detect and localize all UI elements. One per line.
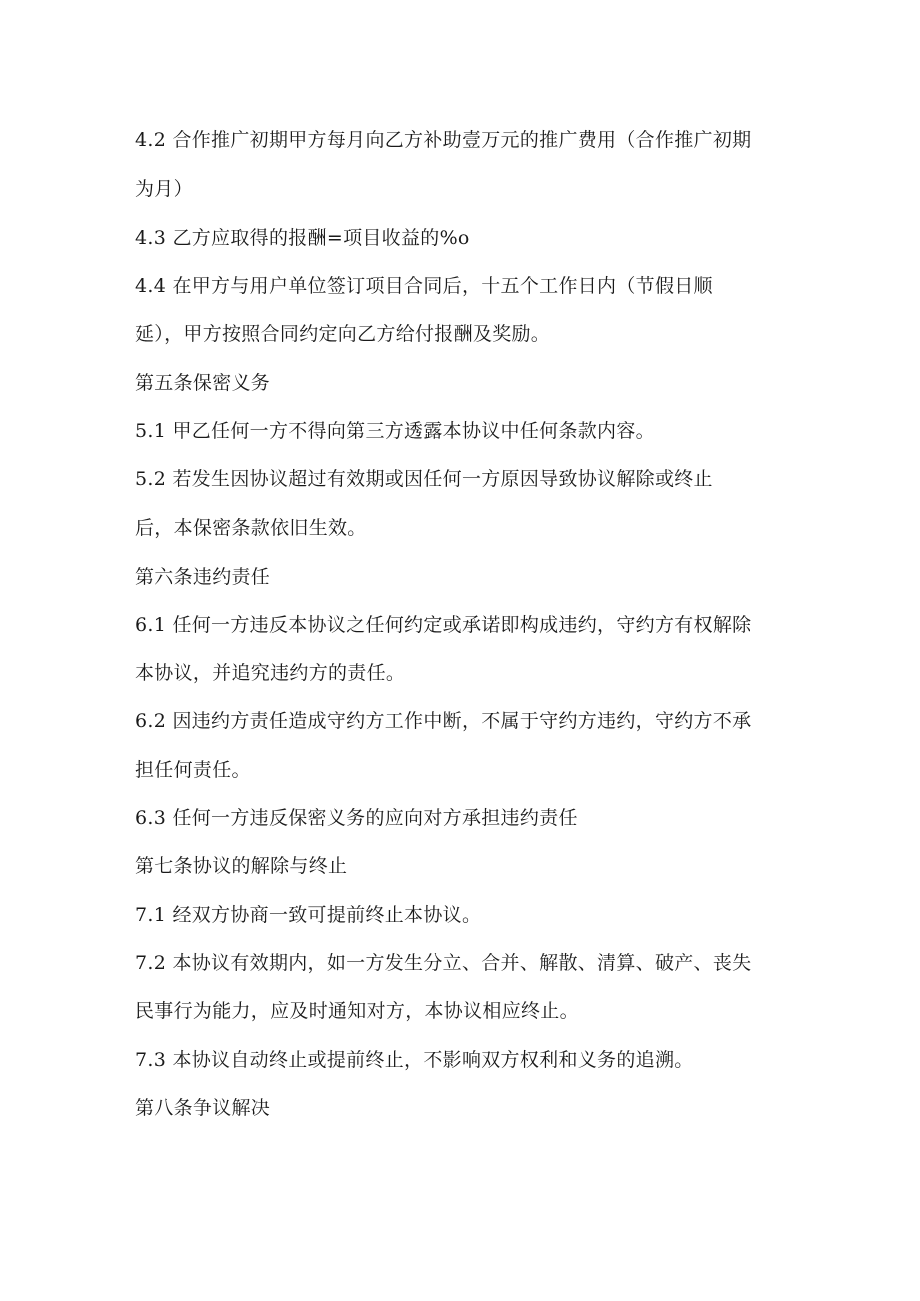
clause-4-2-line-1: 4.2 合作推广初期甲方每月向乙方补助壹万元的推广费用（合作推广初期 xyxy=(135,129,752,151)
article-5-heading: 第五条保密义务 xyxy=(135,372,271,394)
article-7-heading: 第七条协议的解除与终止 xyxy=(135,855,348,877)
clause-7-3: 7.3 本协议自动终止或提前终止，不影响双方权利和义务的追溯。 xyxy=(135,1049,694,1071)
clause-4-4-line-1: 4.4 在甲方与用户单位签订项目合同后，十五个工作日内（节假日顺 xyxy=(135,275,713,297)
clause-6-3: 6.3 任何一方违反保密义务的应向对方承担违约责任 xyxy=(135,807,578,829)
clause-4-2-line-2: 为月） xyxy=(135,178,193,200)
clause-6-1-line-2: 本协议，并追究违约方的责任。 xyxy=(135,662,406,684)
clause-6-1-line-1: 6.1 任何一方违反本协议之任何约定或承诺即构成违约，守约方有权解除 xyxy=(135,614,752,636)
clause-5-1: 5.1 甲乙任何一方不得向第三方透露本协议中任何条款内容。 xyxy=(135,420,655,442)
clause-4-3: 4.3 乙方应取得的报酬=项目收益的%o xyxy=(135,227,470,249)
clause-4-4-line-2: 延），甲方按照合同约定向乙方给付报酬及奖励。 xyxy=(135,323,551,345)
clause-7-2-line-2: 民事行为能力，应及时通知对方，本协议相应终止。 xyxy=(135,1000,579,1022)
clause-6-2-line-2: 担任何责任。 xyxy=(135,759,251,781)
article-8-heading: 第八条争议解决 xyxy=(135,1097,271,1119)
article-6-heading: 第六条违约责任 xyxy=(135,566,271,588)
clause-5-2-line-1: 5.2 若发生因协议超过有效期或因任何一方原因导致协议解除或终止 xyxy=(135,468,713,490)
clause-7-1: 7.1 经双方协商一致可提前终止本协议。 xyxy=(135,904,482,926)
clause-7-2-line-1: 7.2 本协议有效期内，如一方发生分立、合并、解散、清算、破产、丧失 xyxy=(135,952,752,974)
clause-5-2-line-2: 后，本保密条款依旧生效。 xyxy=(135,517,367,539)
clause-6-2-line-1: 6.2 因违约方责任造成守约方工作中断，不属于守约方违约，守约方不承 xyxy=(135,710,752,732)
